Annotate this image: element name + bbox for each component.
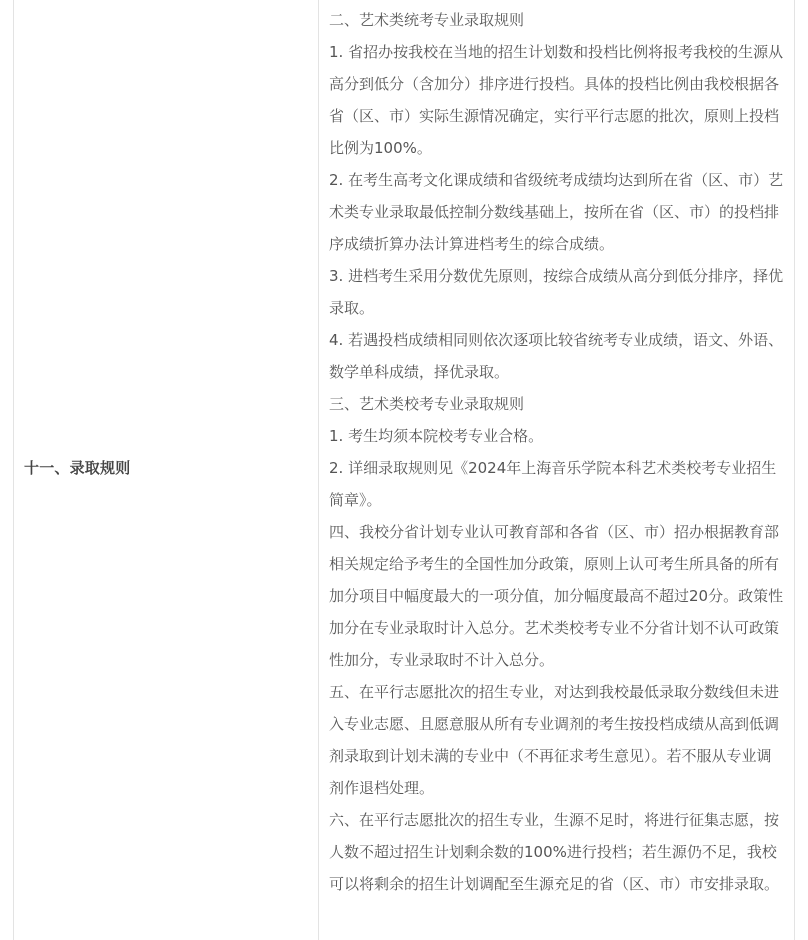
row-label: 十一、录取规则: [24, 458, 131, 477]
rule-paragraph: 1. 考生均须本院校考专业合格。: [329, 427, 544, 445]
rule-paragraph: 1. 省招办按我校在当地的招生计划数和投档比例将报考我校的生源从高分到低分（含加分）排序进行投档。具体的投档比例由我校根据各省（区、市）实际生源情况确定，实行平行志愿的批次，原则上投档比例为100%。: [329, 43, 784, 157]
section-heading-art-school: 三、艺术类校考专业录取规则: [329, 395, 525, 413]
rule-paragraph-adjustment: 五、在平行志愿批次的招生专业，对达到我校最低录取分数线但未进入专业志愿、且愿意服从所有专业调剂的考生按投档成绩从高到低调剂录取到计划未满的专业中（不再征求考生意见）。若不服从专业调剂作退档处理。: [329, 683, 780, 797]
rule-paragraph-bonus-points: 四、我校分省计划专业认可教育部和各省（区、市）招办根据教育部相关规定给予考生的全国性加分政策，原则上认可考生所具备的所有加分项目中幅度最大的一项分值，加分幅度最高不超过20分。政策性加分在专业录取时计入总分。艺术类校考专业不分省计划不认可政策性加分，专业录取时不计入总分。: [329, 523, 784, 669]
rules-table-row: [13, 0, 795, 940]
row-label-cell: [14, 0, 319, 940]
rule-paragraph: 3. 进档考生采用分数优先原则，按综合成绩从高分到低分排序，择优录取。: [329, 267, 784, 317]
rule-paragraph: 4. 若遇投档成绩相同则依次逐项比较省统考专业成绩，语文、外语、数学单科成绩，择优录取。: [329, 331, 784, 381]
row-content-cell: [319, 0, 794, 940]
section-heading-art-unified: 二、艺术类统考专业录取规则: [329, 11, 525, 29]
rule-paragraph: 2. 详细录取规则见《2024年上海音乐学院本科艺术类校考专业招生简章》。: [329, 459, 777, 509]
rule-paragraph-solicitation: 六、在平行志愿批次的招生专业，生源不足时，将进行征集志愿，按人数不超过招生计划剩余数的100%进行投档；若生源仍不足，我校可以将剩余的招生计划调配至生源充足的省（区、市）市安排录取。: [329, 811, 780, 893]
rule-paragraph: 2. 在考生高考文化课成绩和省级统考成绩均达到所在省（区、市）艺术类专业录取最低控制分数线基础上，按所在省（区、市）的投档排序成绩折算办法计算进档考生的综合成绩。: [329, 171, 784, 253]
